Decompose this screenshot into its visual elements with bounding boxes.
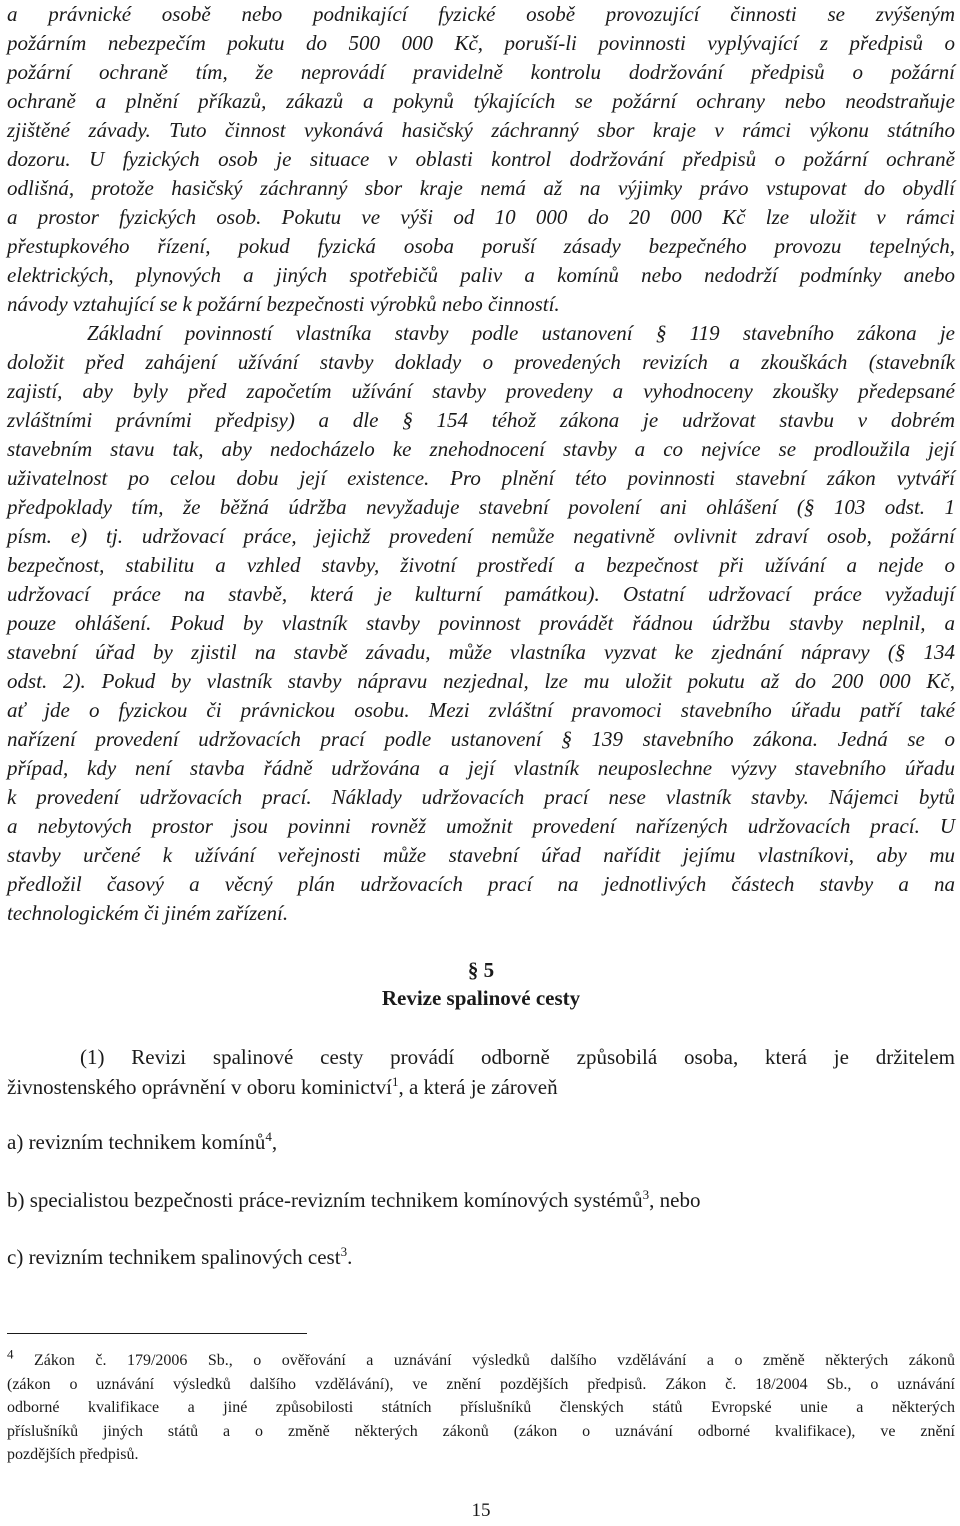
text-line: návody vztahující se k požární bezpečnosti výrobků nebo činností. (7, 292, 560, 316)
text-line: případ, kdy není stavba řádně udržována a její vlastník neuposlechne výzvy stavebního úřadu (7, 756, 955, 780)
footnote-ref: 1 (391, 1074, 399, 1089)
text-line: a právnické osobě nebo podnikající fyzické osobě provozující činnosti se zvýšeným (7, 2, 955, 26)
text-line: požární ochraně tím, že neprovádí pravidelně kontrolu dodržování předpisů o požární (7, 60, 955, 84)
text-line: stavebním stavu tak, aby nedocházelo ke znehodnocení stavby a co nejvíce se prodloužila její (7, 437, 955, 461)
text-line: zvláštními právními předpisy) a dle § 154 téhož zákona je udržovat stavbu v dobrém (7, 408, 955, 432)
section-title: Revize spalinové cesty (381, 986, 581, 1010)
list-item-tail: . (347, 1245, 353, 1269)
list-item-c (7, 1243, 352, 1272)
footnote-line: pozdějších předpisů. (7, 1446, 139, 1463)
text-line: předpoklady tím, že běžná údržba nevyžaduje stavební povolení ani ohlášení (§ 103 odst. 1 (7, 495, 955, 519)
text-line: zajistí, aby byly před započetím užívání stavby provedeny a vyhodnoceny zkoušky předepsané (7, 379, 955, 403)
text-line: stavební úřad by zjistil na stavbě závadu, může vlastníka vyzvat ke zjednání nápravy (§ 134 (7, 640, 955, 664)
footnote-mark: 4 (7, 1346, 14, 1362)
text-line: stavby určené k užívání veřejnosti může stavební úřad nařídit jejímu vlastníkovi, aby mu (7, 843, 955, 867)
footnote-ref: 3 (340, 1244, 348, 1259)
list-item-a (7, 1128, 277, 1157)
text-fragment: Zákon č. 179/2006 Sb., o ověřování a uznávání výsledků dalšího vzdělávání a o změně některých zákonů (13, 1352, 955, 1369)
text-line: písm. e) tj. udržovací práce, jejichž provedení nemůže negativně ovlivnit zdraví osob, požární (7, 524, 955, 548)
text-line: přestupkového řízení, pokud fyzická osoba poruší zásady bezpečného provozu tepelných, (7, 234, 955, 258)
text-line: k provedení udržovacích prací. Náklady udržovacích prací nese vlastník stavby. Nájemci bytů (7, 785, 955, 809)
list-item-text: c) revizním technikem spalinových cest (7, 1245, 341, 1269)
list-item-text: b) specialistou bezpečnosti práce-revizním technikem komínových systémů (7, 1188, 643, 1212)
text-line (7, 1072, 955, 1102)
revize-paragraph (7, 1042, 955, 1102)
footnote-ref: 3 (642, 1187, 650, 1202)
text-line: doložit před zahájení užívání stavby doklady o provedených revizích a zkouškách (stavebník (7, 350, 955, 374)
text-line: nařízení provedení udržovacích prací podle ustanovení § 139 stavebního zákona. Jedná se o (7, 727, 955, 751)
text-line: bezpečnost, stabilitu a vzhled stavby, životní prostředí a bezpečnost při užívání a nejde o (7, 553, 955, 577)
text-line: udržovací práce na stavbě, která je kulturní památkou). Ostatní udržovací práce vyžadují (7, 582, 955, 606)
footnote-line: (zákon o uznávání výsledků dalšího vzdělávání), ve znění pozdějších předpisů. Zákon č. 18/2004 Sb., o uznávání (7, 1375, 955, 1393)
page-number: 15 (471, 1500, 491, 1521)
text-line: (1) Revizi spalinové cesty provádí odborně způsobilá osoba, která je držitelem (80, 1045, 955, 1069)
text-fragment: , a která je zároveň (398, 1075, 558, 1099)
footnote-line: odborné kvalifikace a jiné způsobilosti státních příslušníků členských států Evropské unie a některých (7, 1399, 955, 1416)
footnote (7, 1346, 955, 1467)
text-line: pouze ohlášení. Pokud by vlastník stavby povinnost provádět řádnou údržbu stavby neplnil, a (7, 611, 955, 635)
text-fragment: živnostenského oprávnění v oboru kominictví (7, 1075, 392, 1099)
body-text (7, 0, 955, 928)
text-line: technologickém či jiném zařízení. (7, 901, 289, 925)
footnote-ref: 4 (265, 1129, 272, 1144)
text-line: předložil časový a věcný plán udržovacích prací na jednotlivých částech stavby a na (7, 872, 955, 896)
text-line: odlišná, protože hasičský záchranný sbor kraje nemá až na výjimky právo vstupovat do obydlí (7, 176, 955, 200)
footnote-line: příslušníků jiných států a o změně některých zákonů (zákon o uznávání odborné kvalifikace), ve znění (7, 1422, 955, 1440)
text-line: dozoru. U fyzických osob je situace v oblasti kontrol dodržování předpisů o požární ochraně (7, 147, 955, 171)
text-line: a prostor fyzických osob. Pokutu ve výši od 10 000 do 20 000 Kč lze uložit v rámci (7, 205, 955, 229)
text-line: Základní povinností vlastníka stavby podle ustanovení § 119 stavebního zákona je (87, 321, 955, 345)
list-item-tail: , (271, 1130, 278, 1154)
section-number: § 5 (467, 958, 495, 982)
footnote-separator (7, 1333, 307, 1334)
list-item-text: a) revizním technikem komínů (7, 1130, 266, 1154)
text-line: ochraně a plnění příkazů, zákazů a pokynů týkajících se požární ochrany nebo neodstraňuje (7, 89, 955, 113)
list-item-tail: , nebo (649, 1188, 701, 1212)
text-line: zjištěné závady. Tuto činnost vykonává hasičský záchranný sbor kraje v rámci výkonu státního (7, 118, 955, 142)
text-line: odst. 2). Pokud by vlastník stavby nápravu nezjednal, lze mu uložit pokutu až do 200 000 Kč, (7, 669, 955, 693)
text-line: a nebytových prostor jsou povinni rovněž umožnit provedení nařízených udržovacích prací. U (7, 814, 955, 838)
footnote-line (7, 1346, 955, 1373)
text-line: uživatelnost po celou dobu její existence. Pro plnění této povinnosti stavební zákon vytváří (7, 466, 955, 490)
text-line: ať jde o fyzickou či právnickou osobu. Mezi zvláštní pravomoci stavebního úřadu patří také (7, 698, 955, 722)
list-item-b (7, 1186, 700, 1215)
text-line: požárním nebezpečím pokutu do 500 000 Kč, poruší-li povinnosti vyplývající z předpisů o (7, 31, 955, 55)
text-line: elektrických, plynových a jiných spotřebičů paliv a komínů nebo nedodrží podmínky anebo (7, 263, 955, 287)
